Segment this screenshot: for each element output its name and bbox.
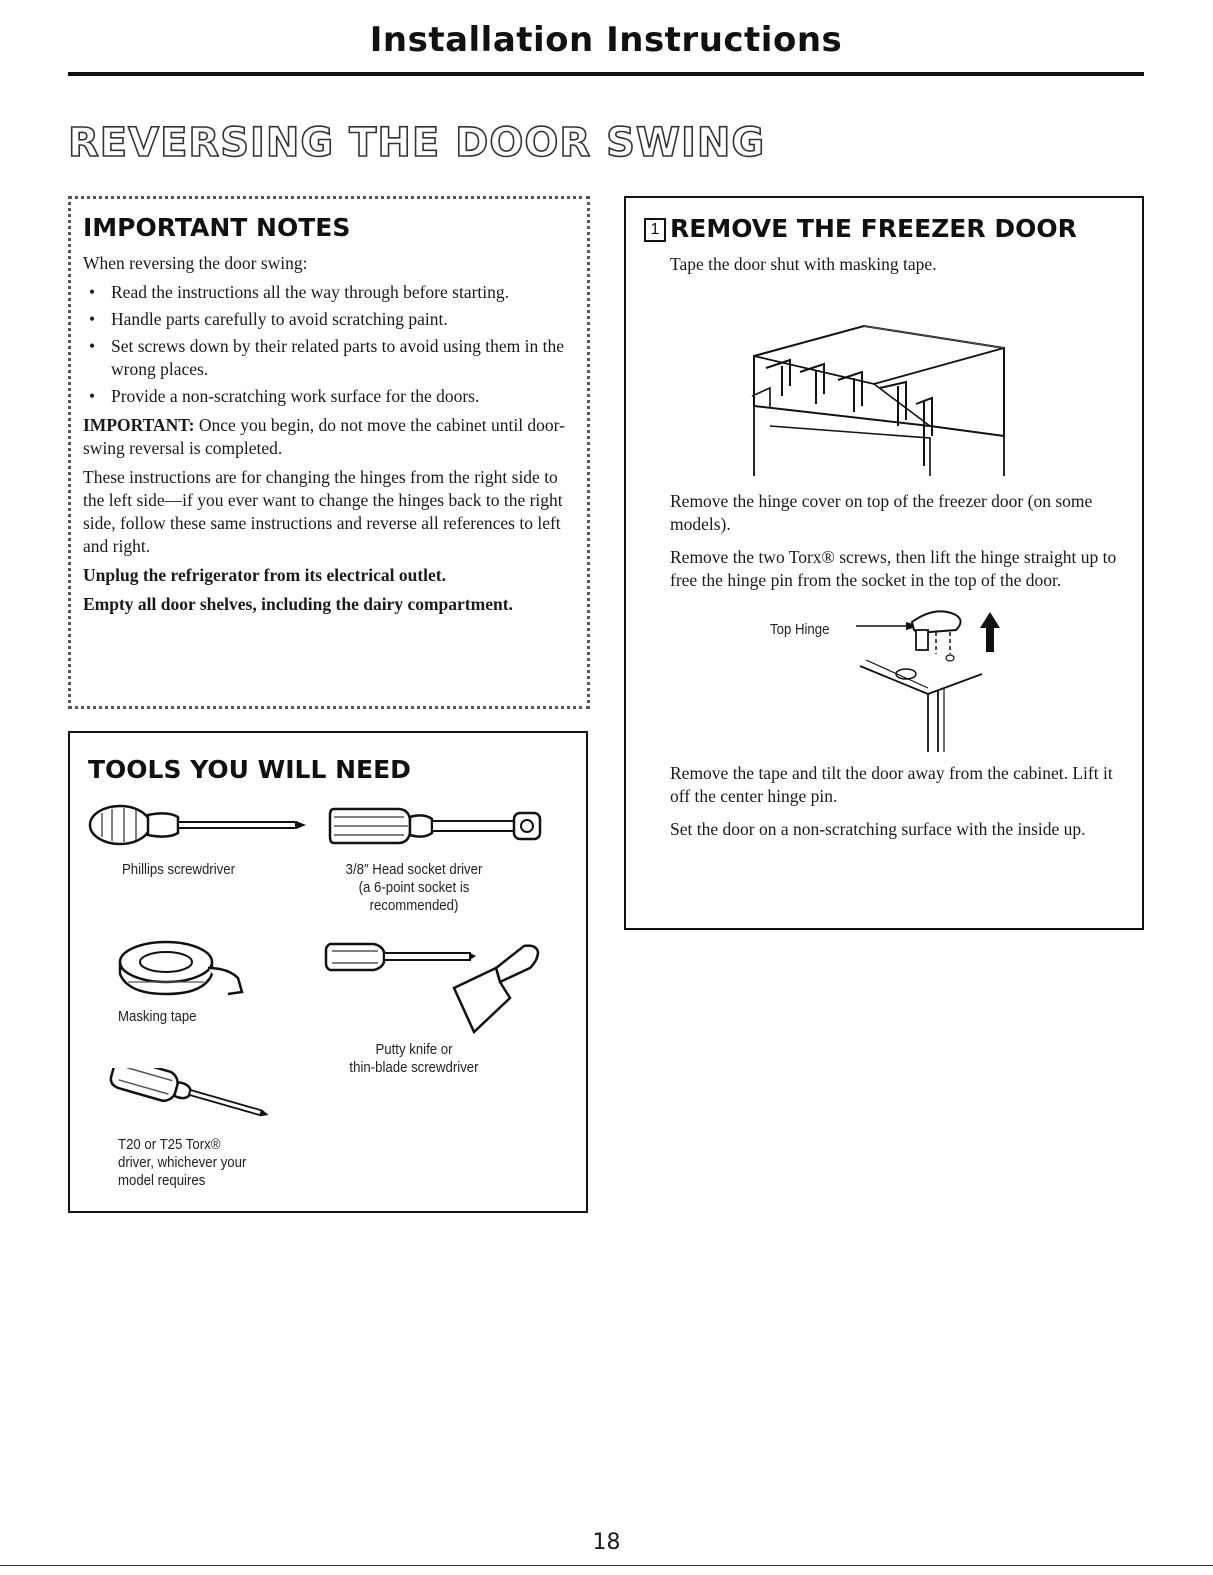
putty-knife-icon [324, 938, 544, 1038]
freezer-door-heading [644, 214, 1124, 243]
important-text: Once you begin, do not move the cabinet until door-swing reversal is completed. [83, 415, 565, 458]
socket-driver-caption [326, 861, 502, 915]
masking-tape-caption: Masking tape [118, 1008, 197, 1025]
torx-caption-line: model requires [118, 1172, 206, 1189]
top-hinge-figure [644, 602, 1084, 752]
taped-door-illustration [644, 286, 1104, 476]
notes-bullet: • Set screws down by their related parts to avoid using them in the wrong places. [111, 335, 573, 381]
torx-driver-caption [118, 1136, 246, 1190]
important-label: IMPORTANT: [83, 415, 195, 435]
header-rule [68, 72, 1144, 76]
tools-heading: TOOLS YOU WILL NEED [88, 755, 411, 784]
putty-caption-line: Putty knife or [375, 1041, 453, 1058]
freezer-heading-text: REMOVE THE FREEZER DOOR [670, 214, 1077, 243]
important-notes-panel [68, 196, 590, 709]
notes-bullet: • Provide a non-scratching work surface for the doors. [111, 385, 573, 408]
top-hinge-label: Top Hinge [770, 621, 830, 638]
socket-caption-line: 3/8″ Head socket driver [345, 861, 483, 878]
socket-caption-line: (a 6-point socket is [358, 879, 470, 896]
empty-shelves-warning: Empty all door shelves, including the dairy compartment. [83, 594, 513, 614]
notes-bullet: • Read the instructions all the way through before starting. [111, 281, 573, 304]
torx-driver-icon [102, 1068, 272, 1128]
freezer-step-text: Remove the hinge cover on top of the freezer door (on some models). [670, 491, 1093, 534]
torx-caption-line: T20 or T25 Torx® [118, 1136, 221, 1153]
freezer-step-text: Tape the door shut with masking tape. [670, 254, 937, 274]
masking-tape-icon [118, 938, 248, 998]
freezer-door-panel [624, 196, 1144, 930]
torx-caption-line: driver, whichever your [118, 1154, 247, 1171]
socket-driver-icon [328, 803, 548, 851]
putty-caption-line: thin-blade screwdriver [349, 1059, 479, 1076]
notes-bullet: • Handle parts carefully to avoid scratching paint. [111, 308, 573, 331]
page-number: 18 [592, 1530, 621, 1555]
freezer-door-body [644, 253, 1124, 841]
freezer-step-text: Set the door on a non-scratching surface with the inside up. [670, 819, 1086, 839]
phillips-caption: Phillips screwdriver [122, 861, 235, 878]
unplug-warning: Unplug the refrigerator from its electrical outlet. [83, 565, 447, 585]
freezer-step-text: Remove the two Torx® screws, then lift the hinge straight up to free the hinge pin from the socket in the top of the door. [670, 547, 1117, 590]
phillips-screwdriver-icon [88, 803, 308, 851]
bottom-rule [0, 1565, 1213, 1566]
putty-knife-caption [326, 1041, 502, 1077]
notes-bullet-list [83, 281, 573, 408]
hinges-paragraph: These instructions are for changing the hinges from the right side to the left side—if you ever want to change the hinges back to the right side, follow these same instructions and reverse all references to left and right. [83, 467, 563, 556]
important-notes-heading: IMPORTANT NOTES [83, 213, 351, 242]
tools-panel [68, 731, 588, 1213]
page-title: Installation Instructions [369, 20, 843, 60]
freezer-step-text: Remove the tape and tilt the door away from the cabinet. Lift it off the center hinge pin. [670, 763, 1113, 806]
section-title: REVERSING THE DOOR SWING [68, 120, 766, 166]
top-hinge-illustration [644, 602, 1084, 752]
page-header [68, 20, 1144, 60]
important-paragraph [83, 414, 573, 460]
notes-intro: When reversing the door swing: [83, 253, 308, 273]
step-number-badge: 1 [644, 218, 666, 242]
important-notes-body [83, 252, 573, 616]
socket-caption-line: recommended) [369, 897, 459, 914]
